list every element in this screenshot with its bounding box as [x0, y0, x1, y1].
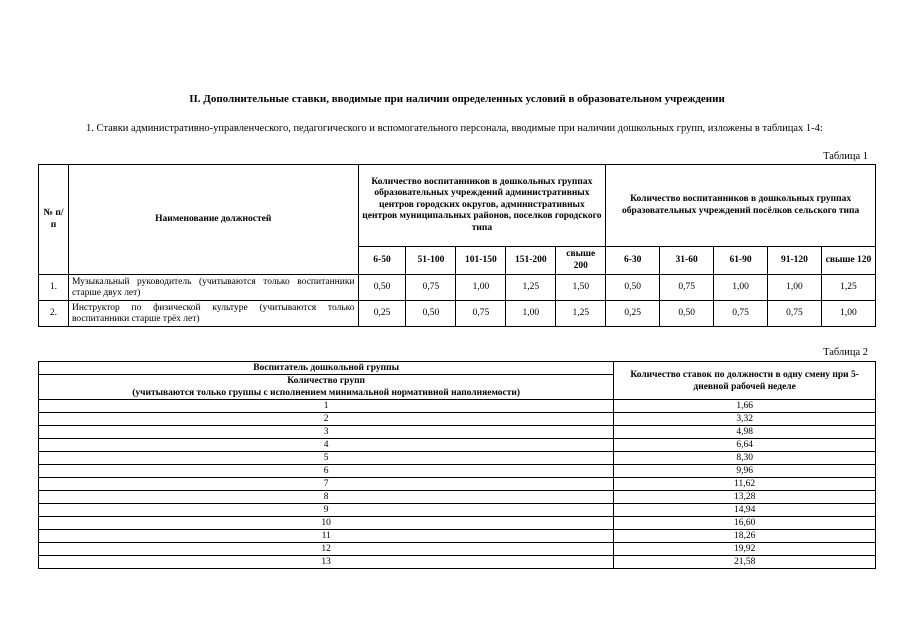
table1-range-rural: 6-30 [606, 247, 660, 275]
group-count-cell: 10 [39, 517, 614, 530]
rate-cell: 0,75 [768, 301, 822, 327]
table-row [39, 504, 876, 517]
group-count-cell: 12 [39, 543, 614, 556]
rate-cell: 0,50 [358, 275, 406, 301]
rate-cell: 1,00 [768, 275, 822, 301]
table2 [38, 361, 876, 569]
rate-cell: 0,75 [660, 275, 714, 301]
rate-cell: 0,75 [714, 301, 768, 327]
table1-header-name: Наименование должностей [68, 165, 358, 275]
table-row [39, 400, 876, 413]
rate-cell: 14,94 [614, 504, 876, 517]
table1-header-urban: Количество воспитанников в дошкольных группах образовательных учреждений административных центров городских округов, административных центров муниципальных районов, поселков городского типа [358, 165, 606, 247]
table2-header-groups-note: (учитываются только группы с исполнением минимальной нормативной наполняемости) [132, 388, 521, 398]
table-row [39, 491, 876, 504]
table2-header-groups-title: Количество групп [287, 376, 366, 386]
group-count-cell: 5 [39, 452, 614, 465]
table1-range-urban: 101-150 [456, 247, 506, 275]
group-count-cell: 1 [39, 400, 614, 413]
rate-cell: 1,00 [714, 275, 768, 301]
rate-cell: 1,00 [456, 275, 506, 301]
group-count-cell: 11 [39, 530, 614, 543]
rate-cell: 6,64 [614, 439, 876, 452]
table-row [39, 556, 876, 569]
table2-header-groups [39, 375, 614, 400]
intro-paragraph: 1. Ставки административно-управленческого, педагогического и вспомогательного персонала, вводимые при наличии дошкольных групп, изложены в таблицах 1-4: [86, 123, 823, 134]
table1-label: Таблица 1 [823, 151, 868, 162]
table-row [39, 426, 876, 439]
table-row [39, 530, 876, 543]
rate-cell: 13,28 [614, 491, 876, 504]
rate-cell: 0,50 [606, 275, 660, 301]
rate-cell: 0,50 [660, 301, 714, 327]
position-name: Инструктор по физической культуре (учитываются только воспитанники старше трёх лет) [68, 301, 358, 327]
table2-header-left-title: Воспитатель дошкольной группы [39, 362, 614, 375]
group-count-cell: 2 [39, 413, 614, 426]
row-number: 1. [39, 275, 69, 301]
table2-label: Таблица 2 [823, 347, 868, 358]
group-count-cell: 6 [39, 465, 614, 478]
rate-cell: 0,75 [406, 275, 456, 301]
table2-body [39, 400, 876, 569]
table-row [39, 439, 876, 452]
group-count-cell: 9 [39, 504, 614, 517]
position-name: Музыкальный руководитель (учитываются только воспитанники старше двух лет) [68, 275, 358, 301]
rate-cell: 1,00 [821, 301, 875, 327]
rate-cell: 1,50 [556, 275, 606, 301]
rate-cell: 19,92 [614, 543, 876, 556]
table-row [39, 543, 876, 556]
group-count-cell: 13 [39, 556, 614, 569]
group-count-cell: 8 [39, 491, 614, 504]
table-row [39, 517, 876, 530]
rate-cell: 1,25 [556, 301, 606, 327]
table1-range-rural: 61-90 [714, 247, 768, 275]
rate-cell: 0,75 [456, 301, 506, 327]
rate-cell: 4,98 [614, 426, 876, 439]
table-row [39, 275, 876, 301]
table1-range-urban: свыше 200 [556, 247, 606, 275]
rate-cell: 1,66 [614, 400, 876, 413]
table2-header-rate: Количество ставок по должности в одну смену при 5-дневной рабочей неделе [614, 362, 876, 400]
row-number: 2. [39, 301, 69, 327]
table-row [39, 465, 876, 478]
table1 [38, 164, 876, 327]
table1-range-rural: 31-60 [660, 247, 714, 275]
table1-range-rural: свыше 120 [821, 247, 875, 275]
rate-cell: 16,60 [614, 517, 876, 530]
table-row [39, 452, 876, 465]
section-heading: II. Дополнительные ставки, вводимые при наличии определенных условий в образовательном учреждении [189, 93, 725, 105]
table1-header-rural: Количество воспитанников в дошкольных группах образовательных учреждений посёлков сельского типа [606, 165, 876, 247]
table1-range-urban: 151-200 [506, 247, 556, 275]
rate-cell: 0,50 [406, 301, 456, 327]
group-count-cell: 3 [39, 426, 614, 439]
group-count-cell: 4 [39, 439, 614, 452]
table-row [39, 301, 876, 327]
rate-cell: 8,30 [614, 452, 876, 465]
rate-cell: 1,25 [821, 275, 875, 301]
rate-cell: 0,25 [606, 301, 660, 327]
table1-range-urban: 51-100 [406, 247, 456, 275]
rate-cell: 1,25 [506, 275, 556, 301]
table-row [39, 413, 876, 426]
rate-cell: 1,00 [506, 301, 556, 327]
table1-range-urban: 6-50 [358, 247, 406, 275]
table1-header-num: № п/п [39, 165, 69, 275]
rate-cell: 21,58 [614, 556, 876, 569]
rate-cell: 0,25 [358, 301, 406, 327]
rate-cell: 11,62 [614, 478, 876, 491]
table-row [39, 478, 876, 491]
group-count-cell: 7 [39, 478, 614, 491]
rate-cell: 18,26 [614, 530, 876, 543]
rate-cell: 3,32 [614, 413, 876, 426]
table1-range-rural: 91-120 [768, 247, 822, 275]
rate-cell: 9,96 [614, 465, 876, 478]
